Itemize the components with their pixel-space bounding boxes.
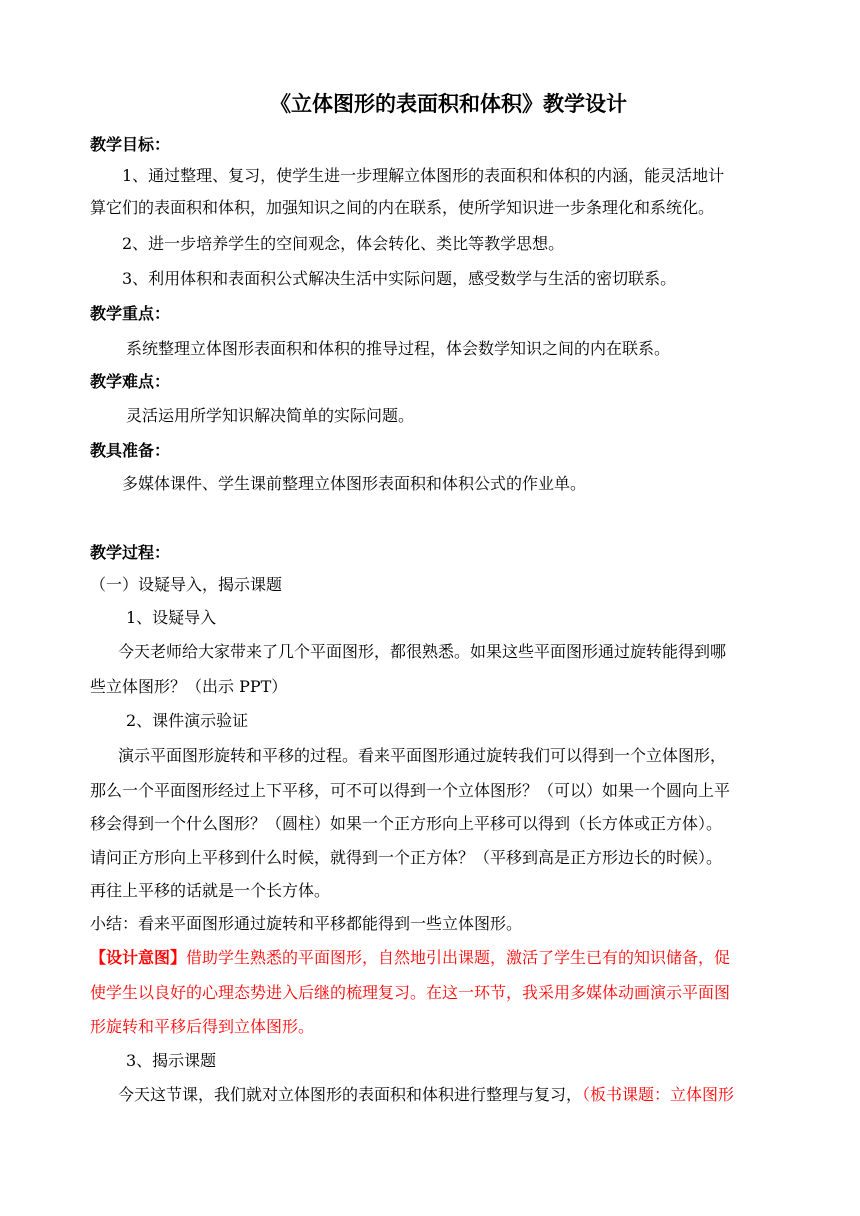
goals-heading: 教学目标： [90,135,171,154]
materials-heading: 教具准备： [90,441,171,460]
design-intent-line-1 [90,947,730,969]
process-paragraph-3-text: 今天这节课，我们就对立体图形的表面积和体积进行整理与复习， [118,1085,583,1104]
difficulties-text: 灵活运用所学知识解决简单的实际问题。 [126,406,415,425]
process-sub-1: 1、设疑导入 [126,608,217,627]
document-title: 《立体图形的表面积和体积》教学设计 [270,92,627,116]
goals-item-1-line-1: 1、通过整理、复习，使学生进一步理解立体图形的表面积和体积的内涵，能灵活地计 [122,166,725,185]
process-heading: 教学过程： [90,543,171,562]
process-paragraph-2-line-1: 演示平面图形旋转和平移的过程。看来平面图形通过旋转我们可以得到一个立体图形， [118,746,727,765]
process-sub-2: 2、课件演示验证 [126,711,249,730]
materials-text: 多媒体课件、学生课前整理立体图形表面积和体积公式的作业单。 [122,474,587,493]
process-paragraph-2-line-4: 请问正方形向上平移到什么时候，就得到一个正方体？（平移到高是正方形边长的时候）。 [90,848,723,867]
difficulties-heading: 教学难点： [90,372,171,391]
process-paragraph-3-board-title: （板书课题：立体图形 [582,1085,735,1104]
process-paragraph-2-line-3: 移会得到一个什么图形？（圆柱）如果一个正方形向上平移可以得到（长方体或正方体）。 [90,814,723,833]
key-points-text: 系统整理立体图形表面积和体积的推导过程，体会数学知识之间的内在联系。 [126,339,671,358]
process-sub-3: 3、揭示课题 [126,1051,217,1070]
process-paragraph-1-line-1: 今天老师给大家带来了几个平面图形，都很熟悉。如果这些平面图形通过旋转能得到哪 [118,642,727,661]
key-points-heading: 教学重点： [90,304,171,323]
process-paragraph-1-line-2: 些立体图形？（出示 PPT） [90,677,288,696]
process-paragraph-3 [118,1084,734,1106]
process-section-1: （一）设疑导入，揭示课题 [90,575,283,594]
design-intent-text-1: 借助学生熟悉的平面图形，自然地引出课题，激活了学生已有的知识储备，促 [186,948,731,967]
process-summary: 小结：看来平面图形通过旋转和平移都能得到一些立体图形。 [90,914,523,933]
design-intent-line-3: 形旋转和平移后得到立体图形。 [90,1017,315,1036]
process-paragraph-2-line-2: 那么一个平面图形经过上下平移，可不可以得到一个立体图形？（可以）如果一个圆向上平 [90,781,731,800]
goals-item-1-line-2: 算它们的表面积和体积，加强知识之间的内在联系，使所学知识进一步条理化和系统化。 [90,198,715,217]
design-intent-label: 【设计意图】 [90,948,187,967]
process-paragraph-2-line-5: 再往上平移的话就是一个长方体。 [90,881,331,900]
design-intent-line-2: 使学生以良好的心理态势进入后继的梳理复习。在这一环节，我采用多媒体动画演示平面图 [90,983,731,1002]
goals-item-3: 3、利用体积和表面积公式解决生活中实际问题，感受数学与生活的密切联系。 [122,269,677,288]
goals-item-2: 2、进一步培养学生的空间观念，体会转化、类比等教学思想。 [122,234,565,253]
